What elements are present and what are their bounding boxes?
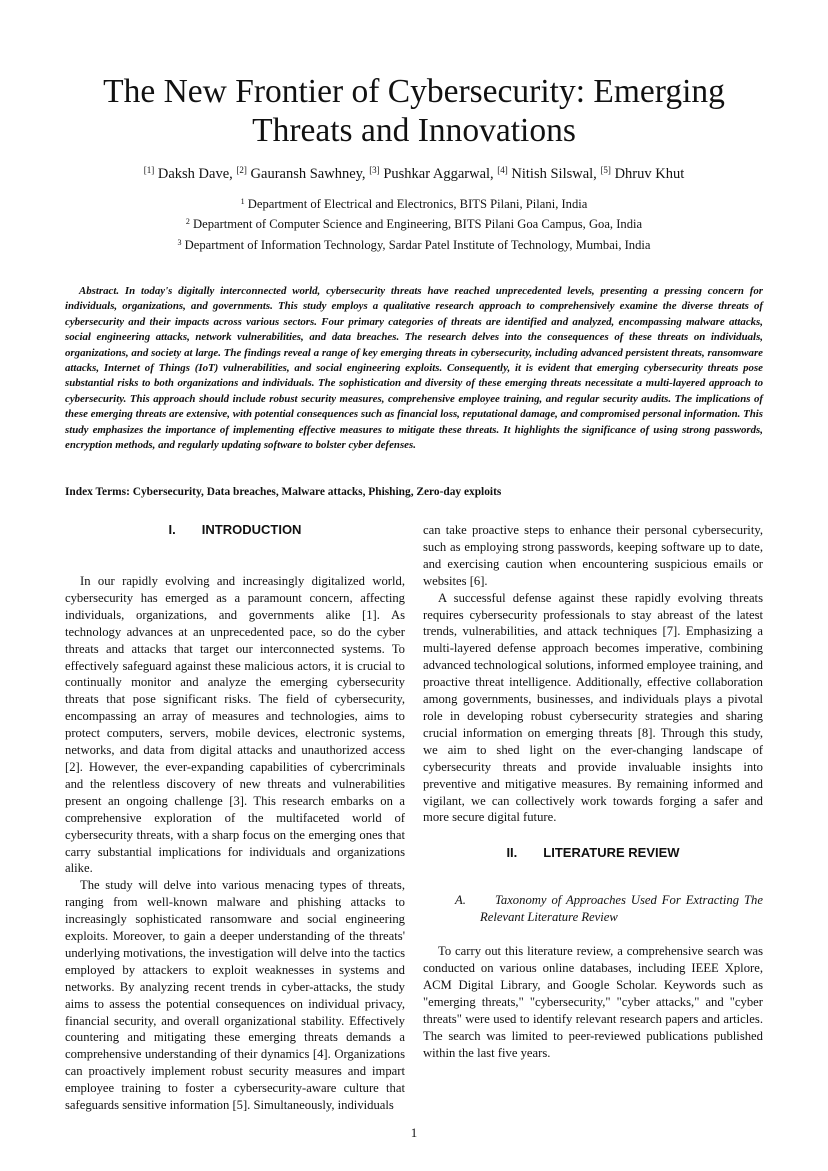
abstract: Abstract. In today's digitally interconnected world, cybersecurity threats have reached unprecedented levels, presenting a pressing concern for individuals, organizations, and governments. This study employs a qualitative research approach to comprehensively examine the diverse threats of cybersecurity and their impacts across various sectors. Four primary categories of threats are identified and analyzed, encompassing malware attacks, social engineering attacks, network vulnerabilities, and data breaches. The research delves into the consequences of these threats on individuals, organizations, and society at large. The findings reveal a range of key emerging threats in cybersecurity, including advanced persistent threats, ransomware attacks, Internet of Things (IoT) vulnerabilities, and social engineering exploits. Consequently, it is evident that emerging cybersecurity threats pose substantial risks to both organizations and individuals. The sophistication and diversity of these emerging threats necessitate a multi-layered approach to cybersecurity. This approach should include robust security measures, comprehensive employee training, and regular security audits. The implications of these emerging threats are extensive, with potential consequences such as financial loss, reputational damage, and compromised personal information. This study emphasizes the importance of implementing effective measures to mitigate these threats. It highlights the significance of using strong passwords, encryption methods, and regularly updating software to bolster cyber defenses.: [65, 285, 763, 452]
subsection-heading: [423, 892, 763, 926]
author-mark: [2]: [236, 165, 247, 175]
affiliation: [40, 234, 788, 254]
author-mark: [3]: [369, 165, 380, 175]
author-mark: [5]: [600, 165, 611, 175]
literature-paragraph: To carry out this literature review, a comprehensive search was conducted on various online databases, including IEEE Xplore, ACM Digital Library, and Google Scholar. Keywords such as "emerging threats," "cybersecurity," "cyber attacks," and "cyber threats" were used to identify relevant research papers and articles. The search was limited to peer-reviewed publications published within the last five years.: [423, 944, 763, 1060]
left-column: [65, 520, 405, 1114]
section-heading-introduction: [65, 520, 405, 540]
intro-paragraph-continued: can take proactive steps to enhance their personal cybersecurity, such as employing strong passwords, keeping software up to date, and exercising caution when encountering suspicious emails or websites [6].: [423, 523, 763, 588]
author: [144, 166, 233, 182]
affiliation-text: Department of Computer Science and Engineering, BITS Pilani Goa Campus, Goa, India: [193, 217, 643, 232]
section-number: II.: [506, 845, 518, 861]
page-number: 1: [410, 1125, 418, 1140]
index-terms: Index Terms: Cybersecurity, Data breaches, Malware attacks, Phishing, Zero-day exploits: [65, 486, 502, 498]
author: [369, 166, 493, 182]
subsection-letter: A.: [455, 893, 466, 908]
author-name: Pushkar Aggarwal,: [383, 166, 494, 182]
paper-title: The New Frontier of Cybersecurity: Emerging Threats and Innovations: [103, 73, 725, 149]
author: [497, 166, 597, 182]
section-number: I.: [168, 522, 176, 537]
author-mark: [1]: [143, 165, 155, 175]
affiliation-mark: 2: [185, 217, 190, 227]
affiliation-text: Department of Electrical and Electronics, BITS Pilani, Pilani, India: [247, 197, 588, 211]
author: [236, 166, 365, 182]
author-name: Daksh Dave,: [157, 166, 233, 182]
intro-paragraph: In our rapidly evolving and increasingly digitalized world, cybersecurity has emerged as a paramount concern, affecting individuals, organizations, and governments alike [1]. As technology advances at an unprecedented pace, so do the cyber threats and attacks that target our interconnected systems. To effectively safeguard against these malicious actors, it is crucial to continually monitor and analyze the emerging cybersecurity threats that pose significant risks. The field of cybersecurity, encompassing an array of measures and technologies, aims to protect computers, servers, mobile devices, electronic systems, networks, and data from digital attacks and unauthorized access [2]. However, the ever-expanding capabilities of cybercriminals and the relentless discovery of new threats and vulnerabilities present an ongoing challenge [3]. This research embarks on a comprehensive exploration of the multifaceted world of cybersecurity threats, with a sharp focus on the emerging ones that carry substantial implications for individuals and organizations alike.: [65, 574, 405, 876]
author: [600, 166, 684, 182]
author-name: Gauransh Sawhney,: [250, 166, 366, 182]
affiliation-mark: 3: [177, 237, 182, 247]
affiliation-text: Department of Information Technology, Sardar Patel Institute of Technology, Mumbai, India: [184, 237, 651, 252]
author-name: Dhruv Khut: [614, 166, 685, 182]
author-list: [40, 160, 788, 184]
section-title: INTRODUCTION: [201, 522, 302, 537]
affiliation: [40, 213, 788, 233]
subsection-title: Taxonomy of Approaches Used For Extracting The Relevant Literature Review: [480, 893, 763, 925]
author-name: Nitish Silswal,: [511, 166, 597, 182]
affiliation-mark: 1: [240, 197, 245, 206]
intro-paragraph: A successful defense against these rapidly evolving threats requires cybersecurity professionals to stay abreast of the latest trends, vulnerabilities, and attack techniques [7]. Emphasizing a multi-layered defense approach becomes imperative, combining advanced technological solutions, informed employee training, and proactive threat intelligence. Additionally, effective collaboration among governments, businesses, and individuals plays a pivotal role in developing robust cybersecurity strategies and sharing crucial information on emerging threats [8]. Through this study, we aim to shed light on the ever-changing landscape of cybersecurity threats and provide invaluable insights into preventive and mitigative measures. By remaining informed and vigilant, we can collectively work towards forging a safer and more secure digital future.: [423, 590, 763, 825]
affiliation-list: [40, 193, 788, 254]
right-column: [423, 522, 763, 1062]
affiliation: [40, 193, 788, 213]
intro-paragraph: The study will delve into various menacing types of threats, ranging from well-known malware and phishing attacks to increasingly sophisticated ransomware and social engineering exploits. Moreover, to gain a deeper understanding of the threats' underlying motivations, the investigation will delve into the tactics employed by attackers to exploit weaknesses in systems and networks. By analyzing recent trends in cyber-attacks, the study aims to assess the potential consequences on individual privacy, financial security, and overall organizational stability. Effectively countering and mitigating these emerging threats demands a comprehensive understanding of their dynamics [4]. Organizations can proactively implement robust security measures and impart employee training to foster a cybersecurity-aware culture that safeguards sensitive information [5]. Simultaneously, individuals: [65, 878, 405, 1113]
section-title: LITERATURE REVIEW: [543, 845, 680, 861]
author-mark: [4]: [497, 165, 508, 175]
section-heading-literature-review: [423, 843, 763, 863]
